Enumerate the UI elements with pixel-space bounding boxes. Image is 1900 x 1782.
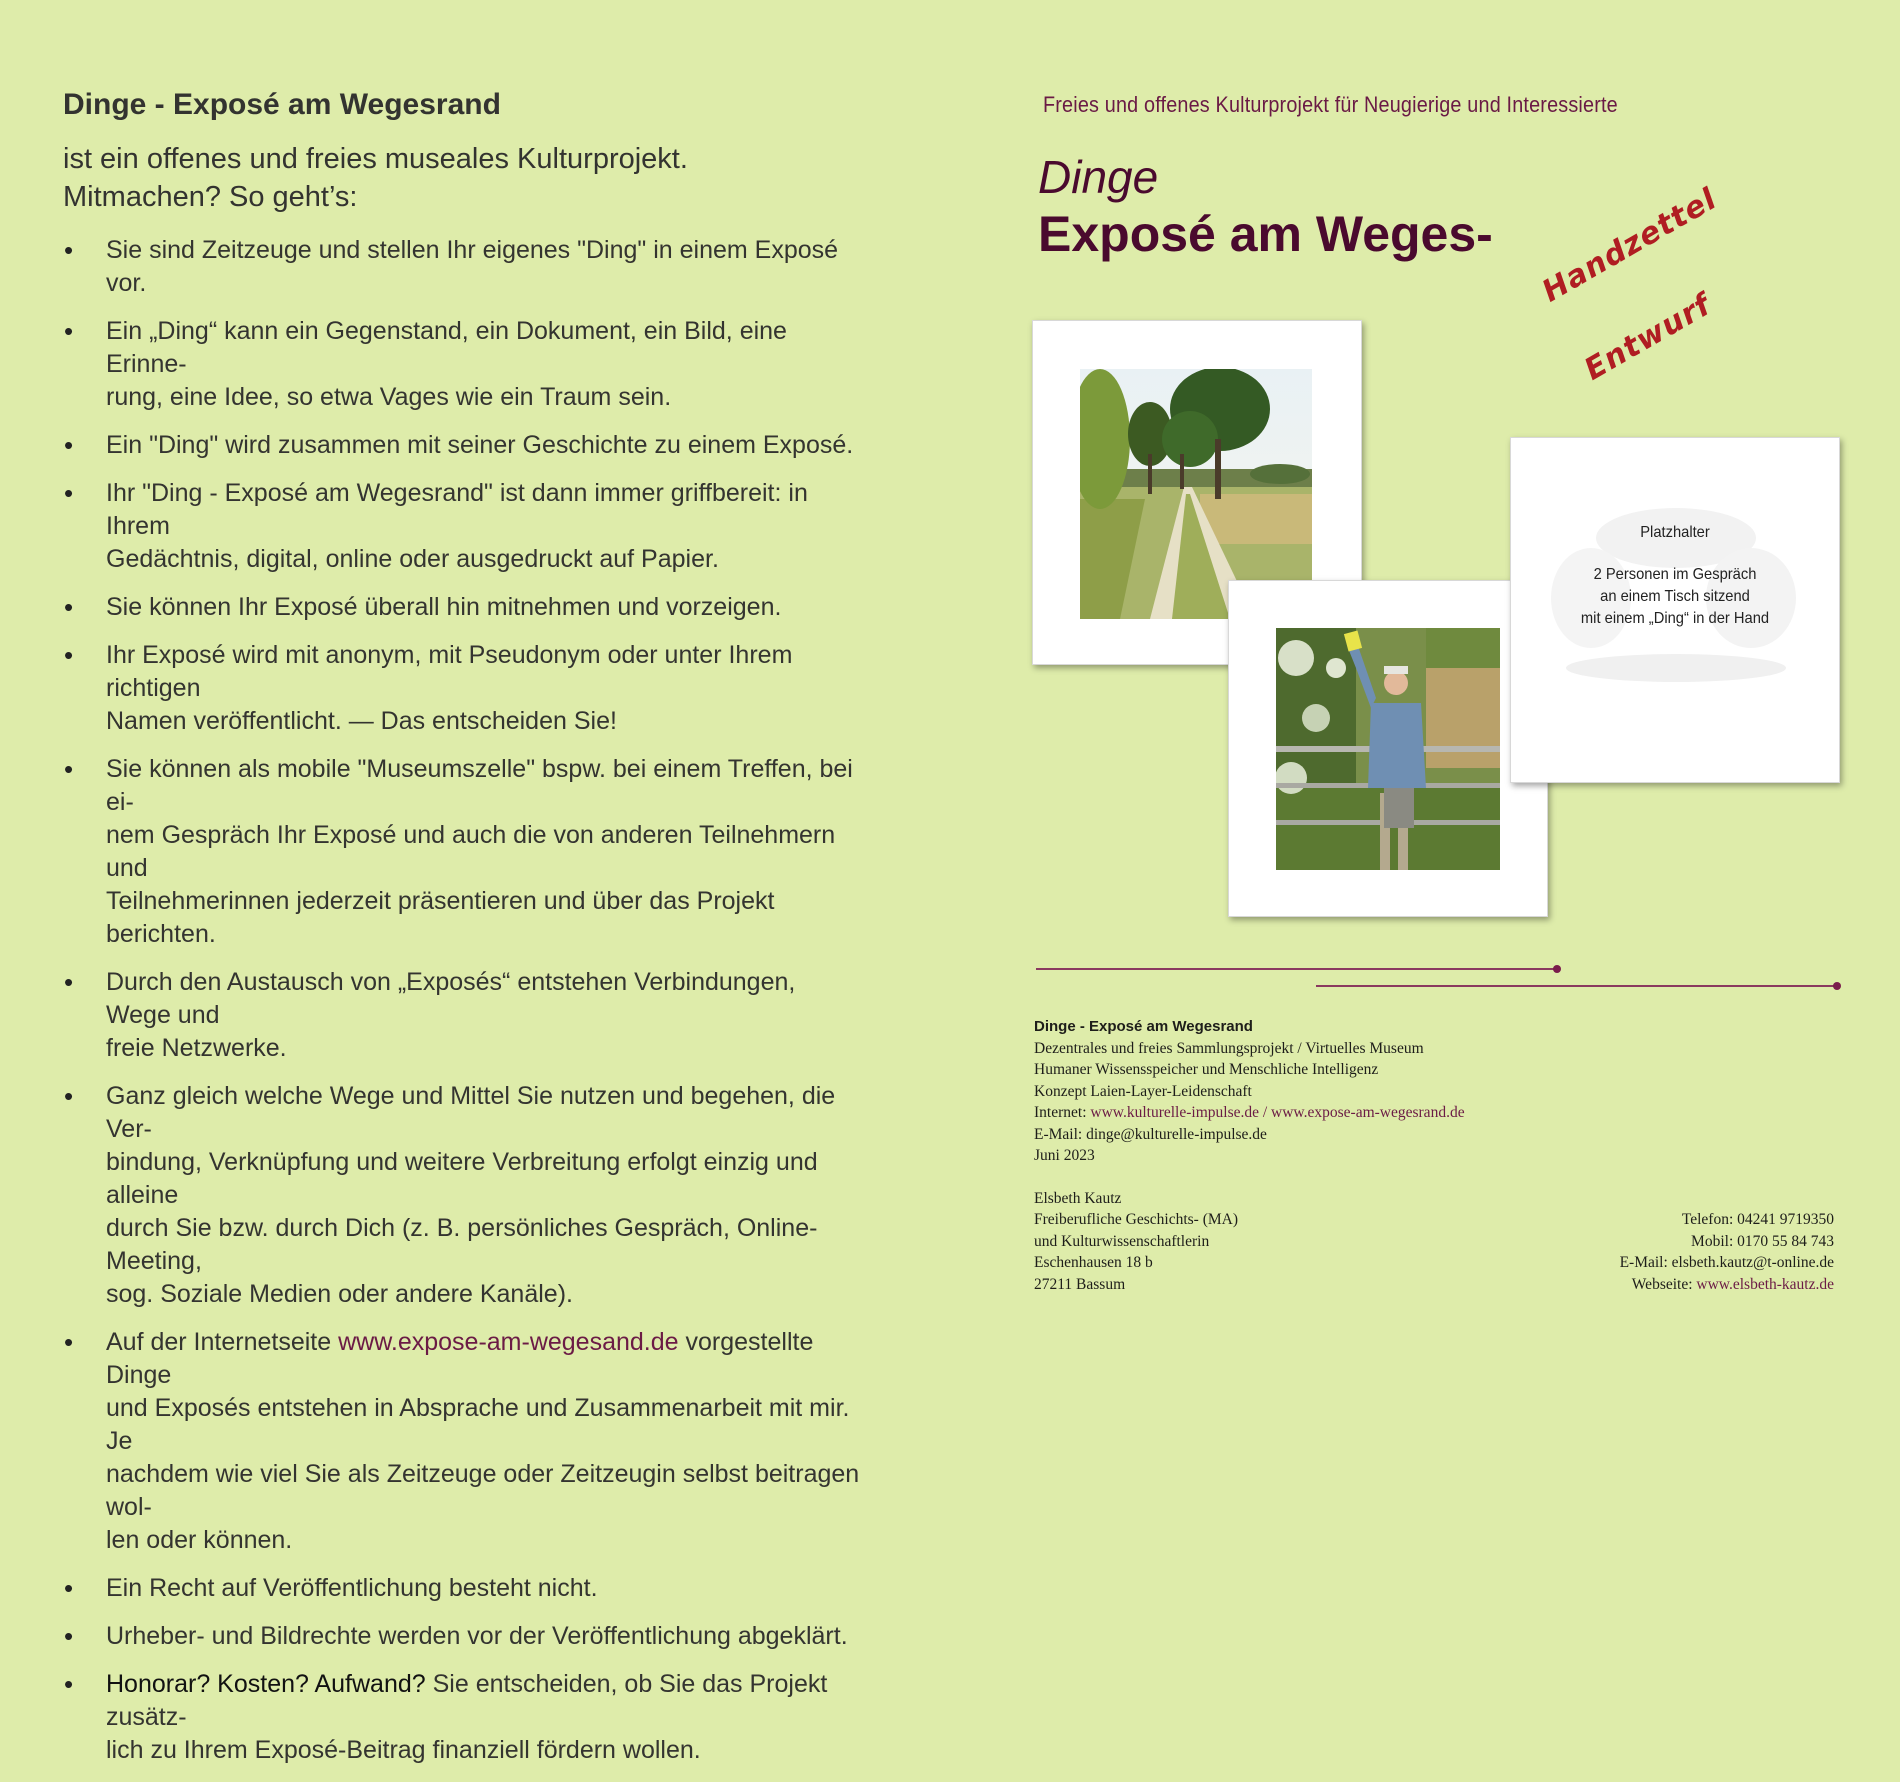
- info-line: Humaner Wissensspeicher und Menschliche Intelligenz: [1034, 1061, 1379, 1078]
- bullet-item: • Urheber- und Bildrechte werden vor der Veröffentlichung abgeklärt.: [63, 1620, 863, 1653]
- bullet-item: • Ihr "Ding - Exposé am Wegesrand" ist dann immer griffbereit: in Ihrem Gedächtnis, digital, online oder ausgedruckt auf Papier.: [63, 477, 863, 576]
- contact-website: [1620, 1274, 1834, 1296]
- contact-phone: Telefon: 04241 9719350: [1681, 1211, 1834, 1228]
- website-link[interactable]: www.expose-am-wegesand.de: [338, 1328, 679, 1356]
- website-label: Webseite:: [1631, 1275, 1697, 1293]
- bullet-list: [63, 234, 863, 1767]
- divider-line-lower: [1316, 985, 1836, 987]
- honorar-text: Sie entscheiden, ob Sie das Projekt zusätz- lich zu Ihrem Exposé-Beitrag finanziell fördern wollen.: [106, 1670, 828, 1764]
- info-email: E-Mail: dinge@kulturelle-impulse.de: [1034, 1125, 1267, 1143]
- bullet-item: • Sie können als mobile "Museumszelle" bspw. bei einem Treffen, bei ei- nem Gespräch Ihr Exposé und auch die von anderen Teilnehmern und Teilnehmerinnen jederzeit präsentieren und über das Projekt berichten.: [63, 753, 863, 951]
- bullet-item: • Ein „Ding“ kann ein Gegenstand, ein Dokument, ein Bild, eine Erinne- rung, eine Idee, so etwa Vages wie ein Traum sein.: [63, 315, 863, 414]
- author-street: Eschenhausen 18 b: [1034, 1254, 1153, 1271]
- placeholder-line: mit einem „Ding“ in der Hand: [1580, 610, 1770, 627]
- info-internet: [1034, 1102, 1465, 1124]
- divider-line-upper: [1036, 968, 1556, 970]
- contact-email: E-Mail: elsbeth.kautz@t-online.de: [1619, 1254, 1834, 1271]
- bullet-item: • Durch den Austausch von „Exposés“ entstehen Verbindungen, Wege und freie Netzwerke.: [63, 966, 863, 1065]
- placeholder-line: an einem Tisch sitzend: [1600, 588, 1750, 605]
- title-dinge: Dinge: [1038, 151, 1159, 203]
- bullet-item: • Ihr Exposé wird mit anonym, mit Pseudonym oder unter Ihrem richtigen Namen veröffentlicht. — Das entscheiden Sie!: [63, 639, 863, 738]
- flyer-heading: Dinge - Exposé am Wegesrand: [63, 88, 501, 121]
- author-role: und Kulturwissenschaftlerin: [1034, 1232, 1210, 1250]
- bullet-item: • Ganz gleich welche Wege und Mittel Sie nutzen und begehen, die Ver- bindung, Verknüpfung und weitere Verbreitung erfolgt einzig und alleine durch Sie bzw. durch Dich (z. B. persönliches Gespräch, Online-Meeting, sog. Soziale Medien oder andere Kanäle).: [63, 1080, 863, 1311]
- title-expose: Exposé am Weges-: [1038, 206, 1493, 262]
- divider-dot-upper: [1553, 965, 1561, 973]
- photo-man-waving: [1228, 580, 1548, 917]
- bullet-website-prefix: Auf der Internetseite: [106, 1328, 339, 1356]
- internet-label: Internet:: [1034, 1104, 1091, 1121]
- placeholder-line: 2 Personen im Gespräch: [1593, 566, 1757, 583]
- info-title: Dinge - Exposé am Wegesrand: [1034, 1018, 1253, 1035]
- stamp-handzettel: Handzettel: [1536, 181, 1723, 310]
- placeholder-title: Platzhalter: [1640, 524, 1710, 541]
- bullet-item: • Sie sind Zeitzeuge und stellen Ihr eigenes "Ding" in einem Exposé vor.: [63, 234, 863, 300]
- project-info: [1034, 1016, 1465, 1295]
- intro-text: [63, 140, 863, 216]
- honorar-question: Honorar? Kosten? Aufwand?: [106, 1670, 426, 1698]
- author-name: Elsbeth Kautz: [1034, 1189, 1122, 1207]
- contact-website-link[interactable]: www.elsbeth-kautz.de: [1696, 1275, 1834, 1293]
- stamp-entwurf: Entwurf: [1578, 287, 1718, 388]
- flyer-left-column: [63, 88, 863, 1782]
- man-waving-image: [1276, 628, 1500, 870]
- internet-links[interactable]: www.kulturelle-impulse.de / www.expose-am-wegesrand.de: [1090, 1104, 1465, 1121]
- info-line: Konzept Laien-Layer-Leidenschaft: [1034, 1082, 1252, 1100]
- bullet-item: • Ein Recht auf Veröffentlichung besteht nicht.: [63, 1572, 863, 1605]
- author-city: 27211 Bassum: [1034, 1275, 1126, 1293]
- bullet-item: • Ein "Ding" wird zusammen mit seiner Geschichte zu einem Exposé.: [63, 429, 863, 462]
- tagline: Freies und offenes Kulturprojekt für Neugierige und Interessierte: [1043, 92, 1618, 117]
- divider-dot-lower: [1833, 982, 1841, 990]
- photo-placeholder: [1510, 437, 1840, 783]
- bullet-item: • Sie können Ihr Exposé überall hin mitnehmen und vorzeigen.: [63, 591, 863, 624]
- bullet-item-website: [63, 1326, 863, 1557]
- intro-line-2: Mitmachen? So geht’s:: [63, 181, 358, 213]
- placeholder-caption: [1524, 522, 1826, 630]
- contact-info: [1620, 1209, 1834, 1295]
- info-line: Dezentrales und freies Sammlungsprojekt / Virtuelles Museum: [1034, 1039, 1424, 1057]
- bullet-website-suffix: vorgestellte Dinge und Exposés entstehen in Absprache und Zusammenarbeit mit mir. Je nachdem wie viel Sie als Zeitzeuge oder Zeitzeugin selbst beitragen wol- len oder können.: [106, 1328, 860, 1554]
- intro-line-1: ist ein offenes und freies museales Kulturprojekt.: [63, 143, 688, 175]
- info-date: Juni 2023: [1034, 1147, 1095, 1164]
- author-role: Freiberufliche Geschichts- (MA): [1034, 1211, 1239, 1228]
- contact-mobile: Mobil: 0170 55 84 743: [1691, 1232, 1834, 1250]
- bullet-item-honorar: [63, 1668, 863, 1767]
